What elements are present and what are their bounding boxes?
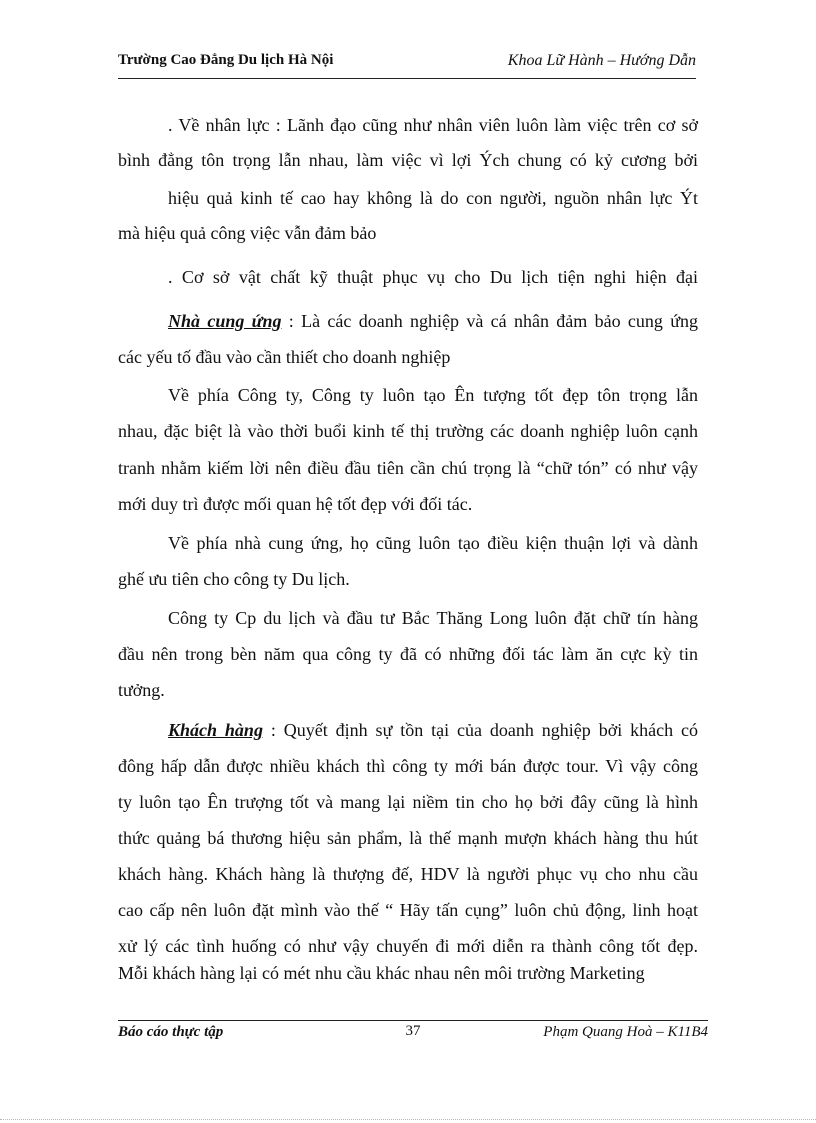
text-line: xử lý các tình huống có như vậy chuyến đi mới diễn ra thành công tốt đẹp. — [118, 936, 698, 956]
text-line: Công ty Cp du lịch và đầu tư Bắc Thăng Long luôn đặt chữ tín hàng — [168, 608, 698, 628]
text-line: đầu nên trong bèn năm qua công ty đã có những đối tác làm ăn cực kỳ tin — [118, 644, 698, 664]
text-line: hiệu quả kinh tế cao hay không là do con người, nguồn nhân lực Ýt — [168, 188, 698, 208]
text-line: các yếu tố đầu vào cần thiết cho doanh nghiệp — [118, 347, 451, 367]
text-line: . Cơ sở vật chất kỹ thuật phục vụ cho Du lịch tiện nghi hiện đại — [168, 267, 698, 287]
text-line: mới duy trì được mối quan hệ tốt đẹp với đối tác. — [118, 494, 473, 514]
page-bottom-dotted-border — [0, 1119, 816, 1120]
text-line: : Là các doanh nghiệp và cá nhân đảm bảo cung ứng — [288, 311, 698, 331]
text-line: . Về nhân lực : Lãnh đạo cũng như nhân viên luôn làm việc trên cơ sở — [168, 115, 698, 135]
text-line: tranh nhằm kiếm lời nên điều đầu tiên cần chú trọng là “chữ tón” có như vậy — [118, 458, 698, 478]
header-school: Trường Cao Đẳng Du lịch Hà Nội — [118, 52, 334, 68]
text-line: ghế ưu tiên cho công ty Du lịch. — [118, 569, 350, 589]
text-line: mà hiệu quả công việc vẫn đảm bảo — [118, 223, 377, 243]
text-line: bình đẳng tôn trọng lẫn nhau, làm việc vì lợi Ých chung có kỷ cương bởi — [118, 150, 698, 170]
text-line: thức quảng bá thương hiệu sản phẩm, là thế mạnh mượn khách hàng thu hút — [118, 828, 698, 848]
text-line: đông hấp dẫn được nhiều khách thì công ty mới bán được tour. Vì vậy công — [118, 756, 698, 776]
text-line: : Quyết định sự tồn tại của doanh nghiệp bởi khách có — [270, 720, 698, 740]
header-department: Khoa Lữ Hành – Hướng Dẫn — [507, 52, 696, 69]
text-line: Mỗi khách hàng lại có mét nhu cầu khác nhau nên môi trường Marketing — [118, 963, 645, 983]
text-line: tưởng. — [118, 680, 165, 700]
customer-heading: Khách hàng — [168, 720, 263, 740]
page-number: 37 — [405, 1023, 421, 1039]
supplier-paragraph — [168, 310, 698, 332]
text-line: ty luôn tạo Ên trượng tốt và mang lại niềm tin cho họ bởi đây cũng là hình — [118, 792, 698, 812]
supplier-heading: Nhà cung ứng — [168, 311, 282, 331]
page-footer — [118, 1020, 708, 1045]
customer-paragraph — [168, 719, 698, 741]
text-line: Về phía Công ty, Công ty luôn tạo Ên tượng tốt đẹp tôn trọng lẫn — [168, 385, 698, 405]
page-header — [118, 50, 696, 79]
text-line: Về phía nhà cung ứng, họ cũng luôn tạo điều kiện thuận lợi và dành — [168, 533, 698, 553]
text-line: nhau, đặc biệt là vào thời buổi kinh tế thị trường các doanh nghiệp luôn cạnh — [118, 421, 698, 441]
text-line: cao cấp nên luôn đặt mình vào thế “ Hãy tấn cụng” luôn chủ động, linh hoạt — [118, 900, 698, 920]
footer-report-label: Báo cáo thực tập — [118, 1024, 224, 1040]
text-line: khách hàng. Khách hàng là thượng đế, HDV là người phục vụ cho nhu cầu — [118, 864, 698, 884]
footer-author: Phạm Quang Hoà – K11B4 — [543, 1024, 708, 1040]
